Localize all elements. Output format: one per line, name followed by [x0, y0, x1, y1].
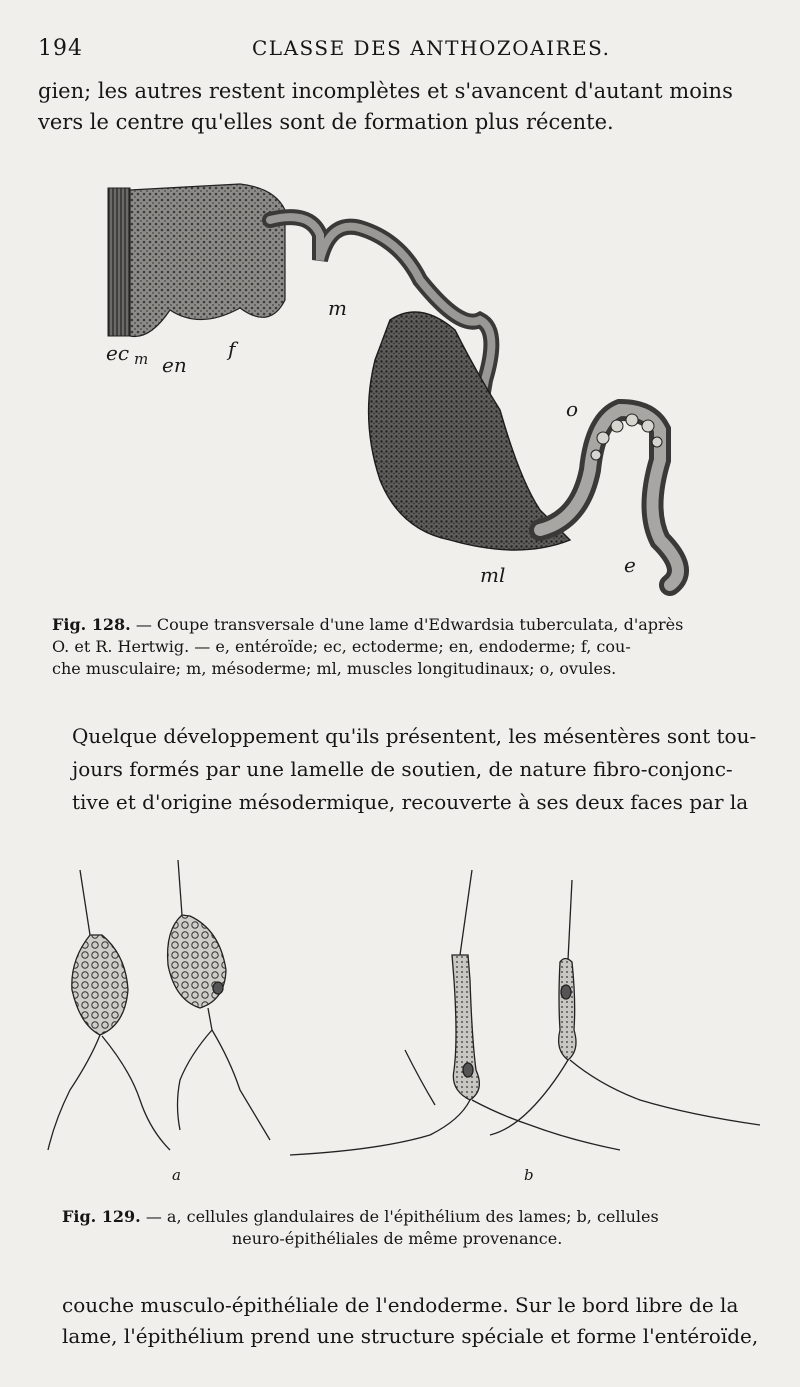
text-line: tive et d'origine mésodermique, recouverte à ses deux faces par la — [72, 790, 749, 814]
caption-line: neuro-épithéliales de même provenance. — [232, 1229, 563, 1248]
page-number: 194 — [38, 36, 83, 61]
text-line: vers le centre qu'elles sont de formation plus récente. — [38, 110, 614, 134]
text-line: jours formés par une lamelle de soutien, de nature fibro-conjonc- — [72, 757, 733, 781]
paragraph-2 — [72, 720, 762, 819]
text-line: lame, l'épithélium prend une structure spéciale et forme l'entéroïde, — [62, 1324, 759, 1348]
label-b: b — [524, 1166, 534, 1184]
page-header — [38, 36, 758, 66]
caption-fig-label: Fig. 128. — [52, 615, 131, 634]
caption-fig-label: Fig. 129. — [62, 1207, 141, 1226]
label-ml: ml — [480, 563, 506, 587]
text-line: gien; les autres restent incomplètes et s'avancent d'autant moins — [38, 79, 733, 103]
label-e: e — [624, 553, 636, 577]
figure-129-drawing — [40, 850, 790, 1190]
label-o: o — [566, 397, 579, 421]
text-line: Quelque développement qu'ils présentent, les mésentères sont tou- — [72, 724, 757, 748]
figure-128-illustration — [100, 180, 700, 600]
figure-129-illustration — [40, 850, 790, 1190]
caption-line — [62, 1206, 778, 1228]
caption-text: — Coupe transversale d'une lame d'Edwardsia tuberculata, d'après — [135, 615, 684, 634]
caption-line — [52, 614, 762, 636]
label-a: a — [172, 1166, 181, 1184]
running-head: CLASSE DES ANTHOZOAIRES. — [252, 36, 611, 60]
figure-129-caption — [62, 1206, 778, 1250]
label-en: en — [162, 353, 187, 377]
label-m-center: m — [328, 296, 347, 320]
label-m-left: m — [134, 350, 149, 368]
paragraph-1 — [38, 76, 756, 138]
paragraph-3 — [62, 1290, 780, 1352]
caption-line: O. et R. Hertwig. — e, entéroïde; ec, ectoderme; en, endoderme; f, cou- — [52, 637, 631, 656]
label-ec: ec — [106, 341, 130, 365]
figure-128-drawing — [100, 180, 700, 600]
text-line: couche musculo-épithéliale de l'endoderme. Sur le bord libre de la — [62, 1293, 739, 1317]
caption-line: che musculaire; m, mésoderme; ml, muscles longitudinaux; o, ovules. — [52, 659, 617, 678]
label-f: f — [228, 337, 236, 361]
caption-text: — a, cellules glandulaires de l'épithélium des lames; b, cellules — [145, 1207, 659, 1226]
figure-128-caption — [52, 614, 762, 680]
